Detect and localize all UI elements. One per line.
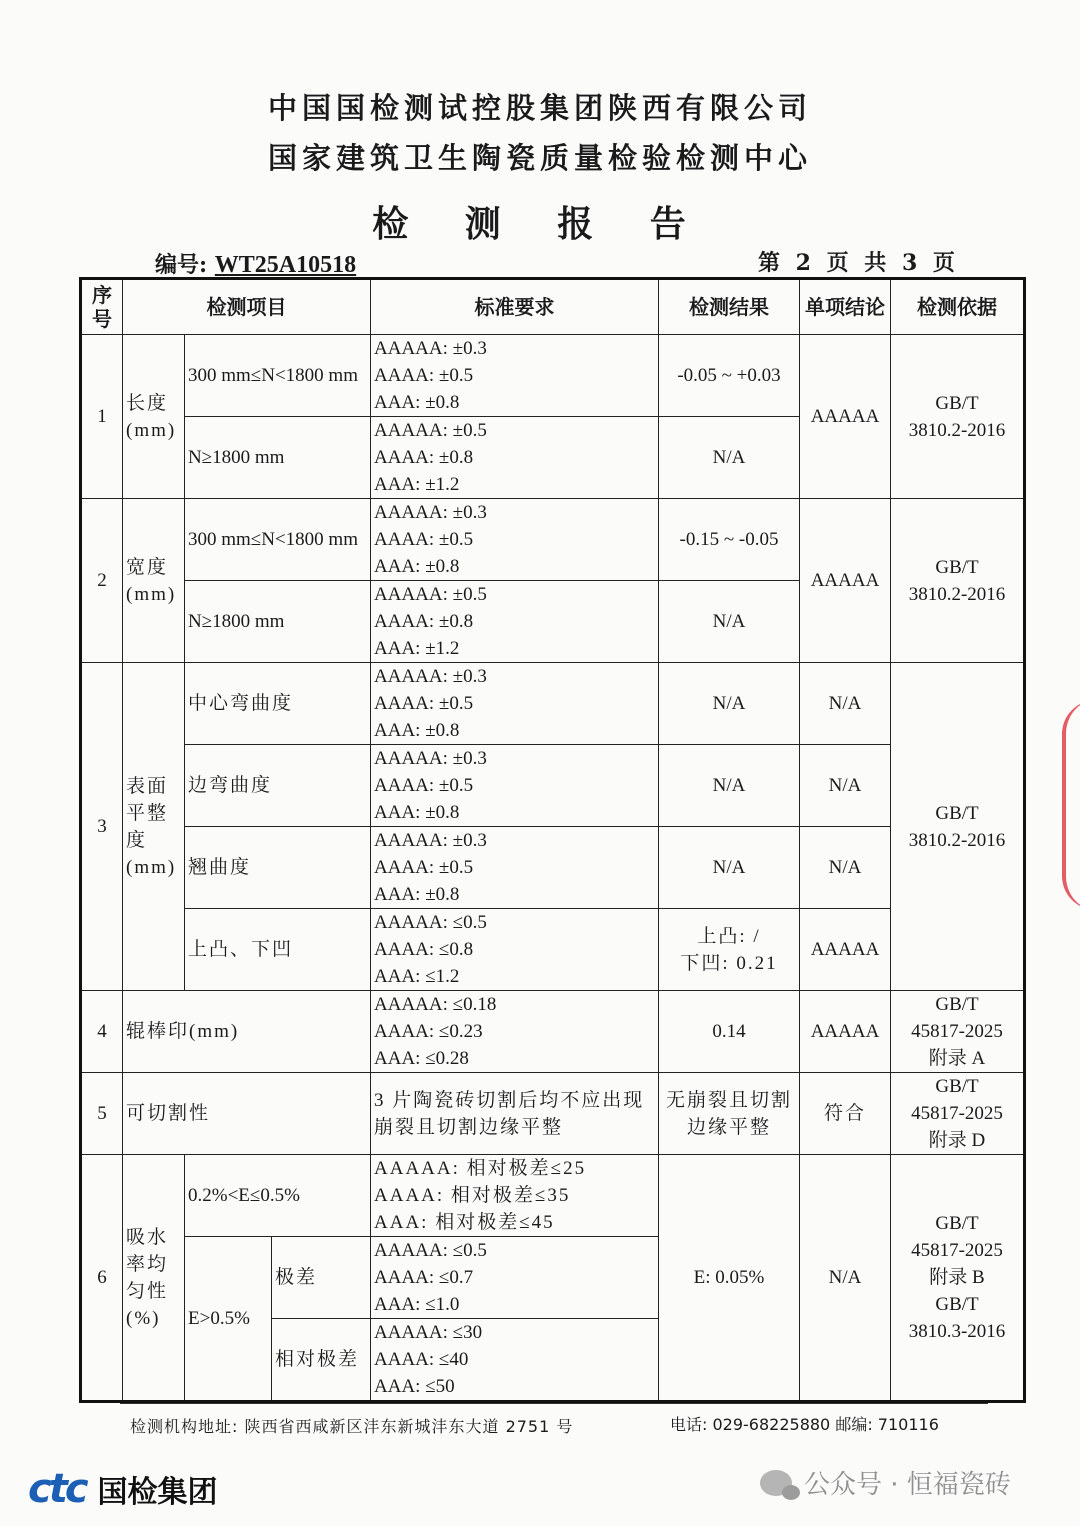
basis-line: GB/T <box>935 994 979 1015</box>
requirement <box>371 1319 659 1402</box>
basis-line: 附录 A <box>928 1048 986 1069</box>
table-row <box>81 663 1025 745</box>
report-number-value: WT25A10518 <box>214 252 357 278</box>
sub-item: 300 mm≤N<1800 mm <box>185 499 371 581</box>
table-row <box>81 827 1025 909</box>
result: E: 0.05% <box>659 1155 800 1402</box>
requirement-line: AAA: ±0.8 <box>374 556 460 577</box>
conclusion: 符合 <box>800 1073 891 1155</box>
result: 0.14 <box>659 991 800 1073</box>
requirement-line: AAAAA: ±0.3 <box>374 338 487 359</box>
result: N/A <box>659 745 800 827</box>
requirement-line: AAA: ±0.8 <box>374 720 460 741</box>
basis-line: GB/T <box>935 1294 979 1315</box>
item-name: 表面平整度(mm) <box>123 663 185 991</box>
requirement-line: AAA: ≤0.28 <box>374 1048 469 1069</box>
requirement-line: AAA: ≤1.0 <box>374 1294 460 1315</box>
seq-cell: 2 <box>81 499 123 663</box>
org-name-line2: 国家建筑卫生陶瓷质量检验检测中心 <box>267 141 812 175</box>
requirement <box>371 335 659 417</box>
conclusion: AAAAA <box>800 909 891 991</box>
basis-line: 附录 D <box>928 1130 986 1151</box>
requirement-line: AAAAA: ±0.3 <box>374 502 487 523</box>
sub-item: 300 mm≤N<1800 mm <box>185 335 371 417</box>
requirement: 3 片陶瓷砖切割后均不应出现崩裂且切割边缘平整 <box>371 1073 659 1155</box>
conclusion: N/A <box>800 827 891 909</box>
requirement-line: AAAA: ±0.8 <box>374 611 474 632</box>
requirement <box>371 663 659 745</box>
basis <box>891 1073 1025 1155</box>
requirement-line: AAA: ±0.8 <box>374 884 460 905</box>
requirement-line: AAAAA: ±0.3 <box>374 666 487 687</box>
sub-item: N≥1800 mm <box>185 581 371 663</box>
requirement-line: AAAA: ≤0.8 <box>374 939 474 960</box>
conclusion: AAAAA <box>800 991 891 1073</box>
result: N/A <box>659 581 800 663</box>
sub-item: E>0.5% <box>185 1237 272 1402</box>
header-requirement: 标准要求 <box>371 279 659 335</box>
requirement <box>371 417 659 499</box>
result-line: 上凸: / <box>697 925 761 947</box>
requirement-line: AAAAA: ≤0.5 <box>374 1240 487 1261</box>
requirement-line: AAAA: ≤40 <box>374 1349 469 1370</box>
item-name: 宽度(mm) <box>123 499 185 663</box>
basis-line: GB/T <box>935 392 979 414</box>
basis <box>891 1155 1025 1402</box>
table-row <box>81 499 1025 581</box>
conclusion: N/A <box>800 745 891 827</box>
result: N/A <box>659 417 800 499</box>
basis-line: 3810.3-2016 <box>908 1321 1006 1342</box>
item-name: 长度(mm) <box>123 335 185 499</box>
basis <box>891 991 1025 1073</box>
requirement <box>371 991 659 1073</box>
basis <box>891 499 1025 663</box>
header-basis: 检测依据 <box>891 279 1025 335</box>
result: -0.15 ~ -0.05 <box>659 499 800 581</box>
org-name-line1: 中国国检测试控股集团陕西有限公司 <box>267 91 812 125</box>
result: N/A <box>659 827 800 909</box>
wechat-label: 公众号 · 恒福瓷砖 <box>804 1470 1011 1500</box>
sub-item-detail: 相对极差 <box>272 1319 371 1402</box>
requirement <box>371 581 659 663</box>
basis-line: 45817-2025 <box>911 1021 1003 1042</box>
sub-item: 上凸、下凹 <box>185 909 371 991</box>
header-seq: 序号 <box>81 279 123 335</box>
basis-line: GB/T <box>935 556 979 578</box>
basis-line: GB/T <box>935 802 979 824</box>
basis-line: 附录 B <box>929 1267 985 1288</box>
report-number-label: 编号: <box>155 252 208 278</box>
requirement-line: AAAAA: ≤30 <box>374 1322 483 1343</box>
results-table <box>79 277 1026 1403</box>
requirement <box>371 827 659 909</box>
conclusion: AAAAA <box>800 499 891 663</box>
conclusion: N/A <box>800 1155 891 1402</box>
requirement-line: AAA: ±0.8 <box>374 392 460 413</box>
item-name: 辊棒印(mm) <box>123 991 371 1073</box>
table-row <box>81 745 1025 827</box>
table-row <box>81 1155 1025 1237</box>
basis-line: 45817-2025 <box>911 1240 1003 1261</box>
requirement-line: AAAA: ±0.5 <box>374 857 474 878</box>
result: -0.05 ~ +0.03 <box>659 335 800 417</box>
footer-divider <box>120 1403 988 1404</box>
requirement-line: AAA: ±1.2 <box>374 474 460 495</box>
requirement-line: AAAA: ±0.5 <box>374 529 474 550</box>
seq-cell: 4 <box>81 991 123 1073</box>
header-conclusion: 单项结论 <box>800 279 891 335</box>
requirement-line: AAA: ≤50 <box>374 1376 455 1397</box>
basis-line: 3810.2-2016 <box>908 583 1006 605</box>
sub-item: N≥1800 mm <box>185 417 371 499</box>
basis-line: GB/T <box>935 1076 979 1097</box>
seq-cell: 1 <box>81 335 123 499</box>
sub-item-detail: 极差 <box>272 1237 371 1319</box>
requirement <box>371 745 659 827</box>
table-row <box>81 991 1025 1073</box>
requirement-line: AAA: ±0.8 <box>374 802 460 823</box>
header-item: 检测项目 <box>123 279 371 335</box>
footer-contact: 电话: 029-68225880 邮编: 710116 <box>670 1415 939 1434</box>
basis-line: 45817-2025 <box>911 1103 1003 1124</box>
requirement-line: AAA: 相对极差≤45 <box>374 1212 555 1233</box>
sub-item: 翘曲度 <box>185 827 371 909</box>
wechat-icon <box>760 1470 792 1496</box>
requirement-line: AAAAA: ≤0.18 <box>374 994 497 1015</box>
requirement-line: AAAAA: ±0.3 <box>374 748 487 769</box>
result-line: 下凹: 0.21 <box>680 952 778 974</box>
page-info: 第 2 页 共 3 页 <box>758 250 959 276</box>
seq-cell: 3 <box>81 663 123 991</box>
conclusion: N/A <box>800 663 891 745</box>
seq-cell: 6 <box>81 1155 123 1402</box>
requirement-line: AAAAA: 相对极差≤25 <box>374 1158 587 1179</box>
basis <box>891 335 1025 499</box>
basis <box>891 663 1025 991</box>
sub-item: 边弯曲度 <box>185 745 371 827</box>
header-result: 检测结果 <box>659 279 800 335</box>
requirement-line: AAAAA: ±0.3 <box>374 830 487 851</box>
seq-cell: 5 <box>81 1073 123 1155</box>
requirement-line: AAA: ≤1.2 <box>374 966 460 987</box>
requirement-line: AAA: ±1.2 <box>374 638 460 659</box>
red-seal-fragment <box>1062 700 1080 910</box>
requirement <box>371 1237 659 1319</box>
requirement-line: AAAA: ±0.5 <box>374 365 474 386</box>
basis-line: 3810.2-2016 <box>908 829 1006 851</box>
table-header-row <box>81 279 1025 335</box>
result: N/A <box>659 663 800 745</box>
result: 无崩裂且切割边缘平整 <box>659 1073 800 1155</box>
requirement-line: AAAAA: ≤0.5 <box>374 912 487 933</box>
basis-line: GB/T <box>935 1213 979 1234</box>
sub-item: 0.2%<E≤0.5% <box>185 1155 371 1237</box>
requirement <box>371 1155 659 1237</box>
report-number <box>155 248 356 279</box>
ctc-logo <box>28 1466 218 1512</box>
table-row <box>81 1073 1025 1155</box>
table-row <box>81 335 1025 417</box>
requirement-line: AAAA: ±0.5 <box>374 693 474 714</box>
requirement-line: AAAA: ±0.5 <box>374 775 474 796</box>
table-row <box>81 909 1025 991</box>
conclusion: AAAAA <box>800 335 891 499</box>
result <box>659 909 800 991</box>
footer-address: 检测机构地址: 陕西省西咸新区沣东新城沣东大道 2751 号 <box>130 1417 574 1436</box>
requirement-line: AAAA: ±0.8 <box>374 447 474 468</box>
report-title: 检 测 报 告 <box>372 203 708 245</box>
item-name: 可切割性 <box>123 1073 371 1155</box>
requirement-line: AAAAA: ±0.5 <box>374 584 487 605</box>
requirement-line: AAAA: ≤0.7 <box>374 1267 474 1288</box>
requirement <box>371 909 659 991</box>
ctc-logo-mark: ctc <box>28 1466 86 1512</box>
sub-item: 中心弯曲度 <box>185 663 371 745</box>
requirement-line: AAAA: 相对极差≤35 <box>374 1185 571 1206</box>
basis-line: 3810.2-2016 <box>908 419 1006 441</box>
requirement-line: AAAA: ≤0.23 <box>374 1021 483 1042</box>
requirement-line: AAAAA: ±0.5 <box>374 420 487 441</box>
ctc-logo-text: 国检集团 <box>97 1475 218 1510</box>
wechat-watermark <box>760 1464 1011 1501</box>
item-name: 吸水率均匀性(%) <box>123 1155 185 1402</box>
requirement <box>371 499 659 581</box>
